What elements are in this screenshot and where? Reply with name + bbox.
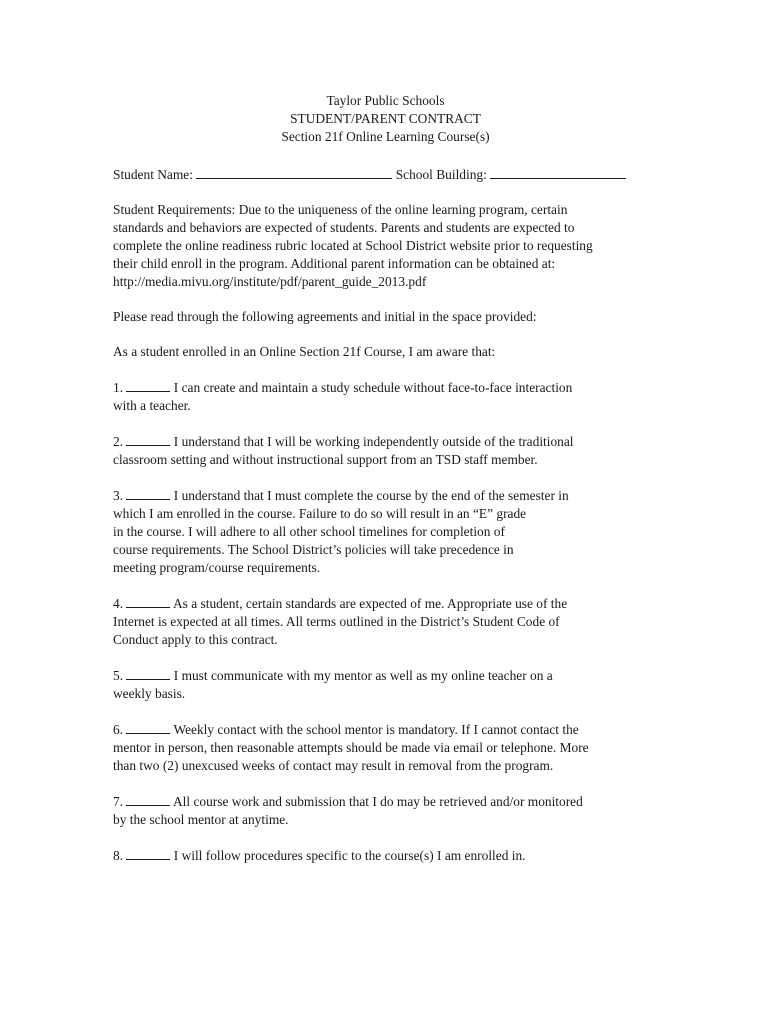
school-building-label: School Building: [395, 167, 487, 182]
student-info-row [113, 165, 658, 184]
agreement-line [113, 523, 658, 541]
parent-guide-link[interactable]: http://media.mivu.org/institute/pdf/parent_guide_2013.pdf [113, 274, 427, 289]
agreement-line [113, 505, 658, 523]
agreement-item [113, 378, 658, 415]
document-header [113, 92, 658, 146]
agreement-text: weekly basis. [113, 686, 186, 701]
document-subtitle: Section 21f Online Learning Course(s) [281, 129, 490, 144]
agreement-item [113, 594, 658, 649]
agreement-number: 7. [113, 794, 124, 809]
agreement-number: 3. [113, 488, 124, 503]
agreement-text: than two (2) unexcused weeks of contact may result in removal from the program. [113, 758, 554, 773]
agreement-line [113, 792, 658, 811]
agreement-text: with a teacher. [113, 398, 191, 413]
agreement-text: by the school mentor at anytime. [113, 812, 289, 827]
agreement-number: 1. [113, 380, 124, 395]
school-building-field[interactable] [490, 165, 626, 179]
agreement-text: Weekly contact with the school mentor is mandatory. If I cannot contact the [173, 722, 579, 737]
intro-text: As a student enrolled in an Online Section 21f Course, I am aware that: [113, 344, 496, 359]
agreement-line [113, 432, 658, 451]
document-title: STUDENT/PARENT CONTRACT [290, 111, 481, 126]
initials-field[interactable] [126, 378, 170, 392]
agreement-line [113, 613, 658, 631]
agreement-line [113, 757, 658, 775]
student-name-label: Student Name: [113, 167, 193, 182]
initials-field[interactable] [126, 666, 170, 680]
initials-field[interactable] [126, 846, 170, 860]
student-name-field[interactable] [196, 165, 392, 179]
requirements-line: Student Requirements: Due to the uniqueness of the online learning program, certain [113, 202, 568, 217]
agreements-list [113, 378, 658, 865]
initials-field[interactable] [126, 594, 170, 608]
agreement-item [113, 846, 658, 865]
agreement-line [113, 720, 658, 739]
agreement-line [113, 559, 658, 577]
initials-field[interactable] [126, 720, 170, 734]
initials-field[interactable] [126, 432, 170, 446]
document-page [113, 92, 658, 865]
agreement-text: Conduct apply to this contract. [113, 632, 278, 647]
agreement-number: 4. [113, 596, 124, 611]
agreement-line [113, 666, 658, 685]
agreement-number: 2. [113, 434, 124, 449]
agreement-text: I must communicate with my mentor as well as my online teacher on a [173, 668, 553, 683]
initials-field[interactable] [126, 792, 170, 806]
agreement-line [113, 451, 658, 469]
agreement-line [113, 685, 658, 703]
agreement-line [113, 594, 658, 613]
agreement-line [113, 397, 658, 415]
agreement-line [113, 846, 658, 865]
agreement-line [113, 378, 658, 397]
initials-field[interactable] [126, 486, 170, 500]
agreement-item [113, 792, 658, 829]
student-requirements [113, 201, 658, 291]
agreement-number: 6. [113, 722, 124, 737]
school-name: Taylor Public Schools [326, 93, 445, 108]
agreement-text: mentor in person, then reasonable attempts should be made via email or telephone. More [113, 740, 589, 755]
requirements-line: complete the online readiness rubric located at School District website prior to requesting [113, 238, 593, 253]
requirements-line: their child enroll in the program. Additional parent information can be obtained at: [113, 256, 556, 271]
agreement-text: As a student, certain standards are expected of me. Appropriate use of the [173, 596, 568, 611]
agreement-text: I understand that I will be working independently outside of the traditional [173, 434, 574, 449]
agreement-text: course requirements. The School District’s policies will take precedence in [113, 542, 514, 557]
agreement-line [113, 811, 658, 829]
agreement-text: in the course. I will adhere to all other school timelines for completion of [113, 524, 505, 539]
agreement-line [113, 486, 658, 505]
agreement-number: 5. [113, 668, 124, 683]
agreement-text: Internet is expected at all times. All terms outlined in the District’s Student Code of [113, 614, 560, 629]
agreement-text: which I am enrolled in the course. Failure to do so will result in an “E” grade [113, 506, 527, 521]
agreement-text: I can create and maintain a study schedule without face-to-face interaction [173, 380, 573, 395]
requirements-line: standards and behaviors are expected of students. Parents and students are expected to [113, 220, 575, 235]
agreement-item [113, 432, 658, 469]
agreement-text: meeting program/course requirements. [113, 560, 321, 575]
agreement-text: classroom setting and without instructional support from an TSD staff member. [113, 452, 538, 467]
agreement-line [113, 631, 658, 649]
agreement-line [113, 739, 658, 757]
agreement-number: 8. [113, 848, 124, 863]
agreement-item [113, 486, 658, 577]
agreement-text: I understand that I must complete the course by the end of the semester in [173, 488, 569, 503]
agreement-text: All course work and submission that I do may be retrieved and/or monitored [173, 794, 583, 809]
instructions-text: Please read through the following agreements and initial in the space provided: [113, 309, 537, 324]
agreement-line [113, 541, 658, 559]
agreement-text: I will follow procedures specific to the course(s) I am enrolled in. [173, 848, 526, 863]
agreement-item [113, 720, 658, 775]
agreement-item [113, 666, 658, 703]
